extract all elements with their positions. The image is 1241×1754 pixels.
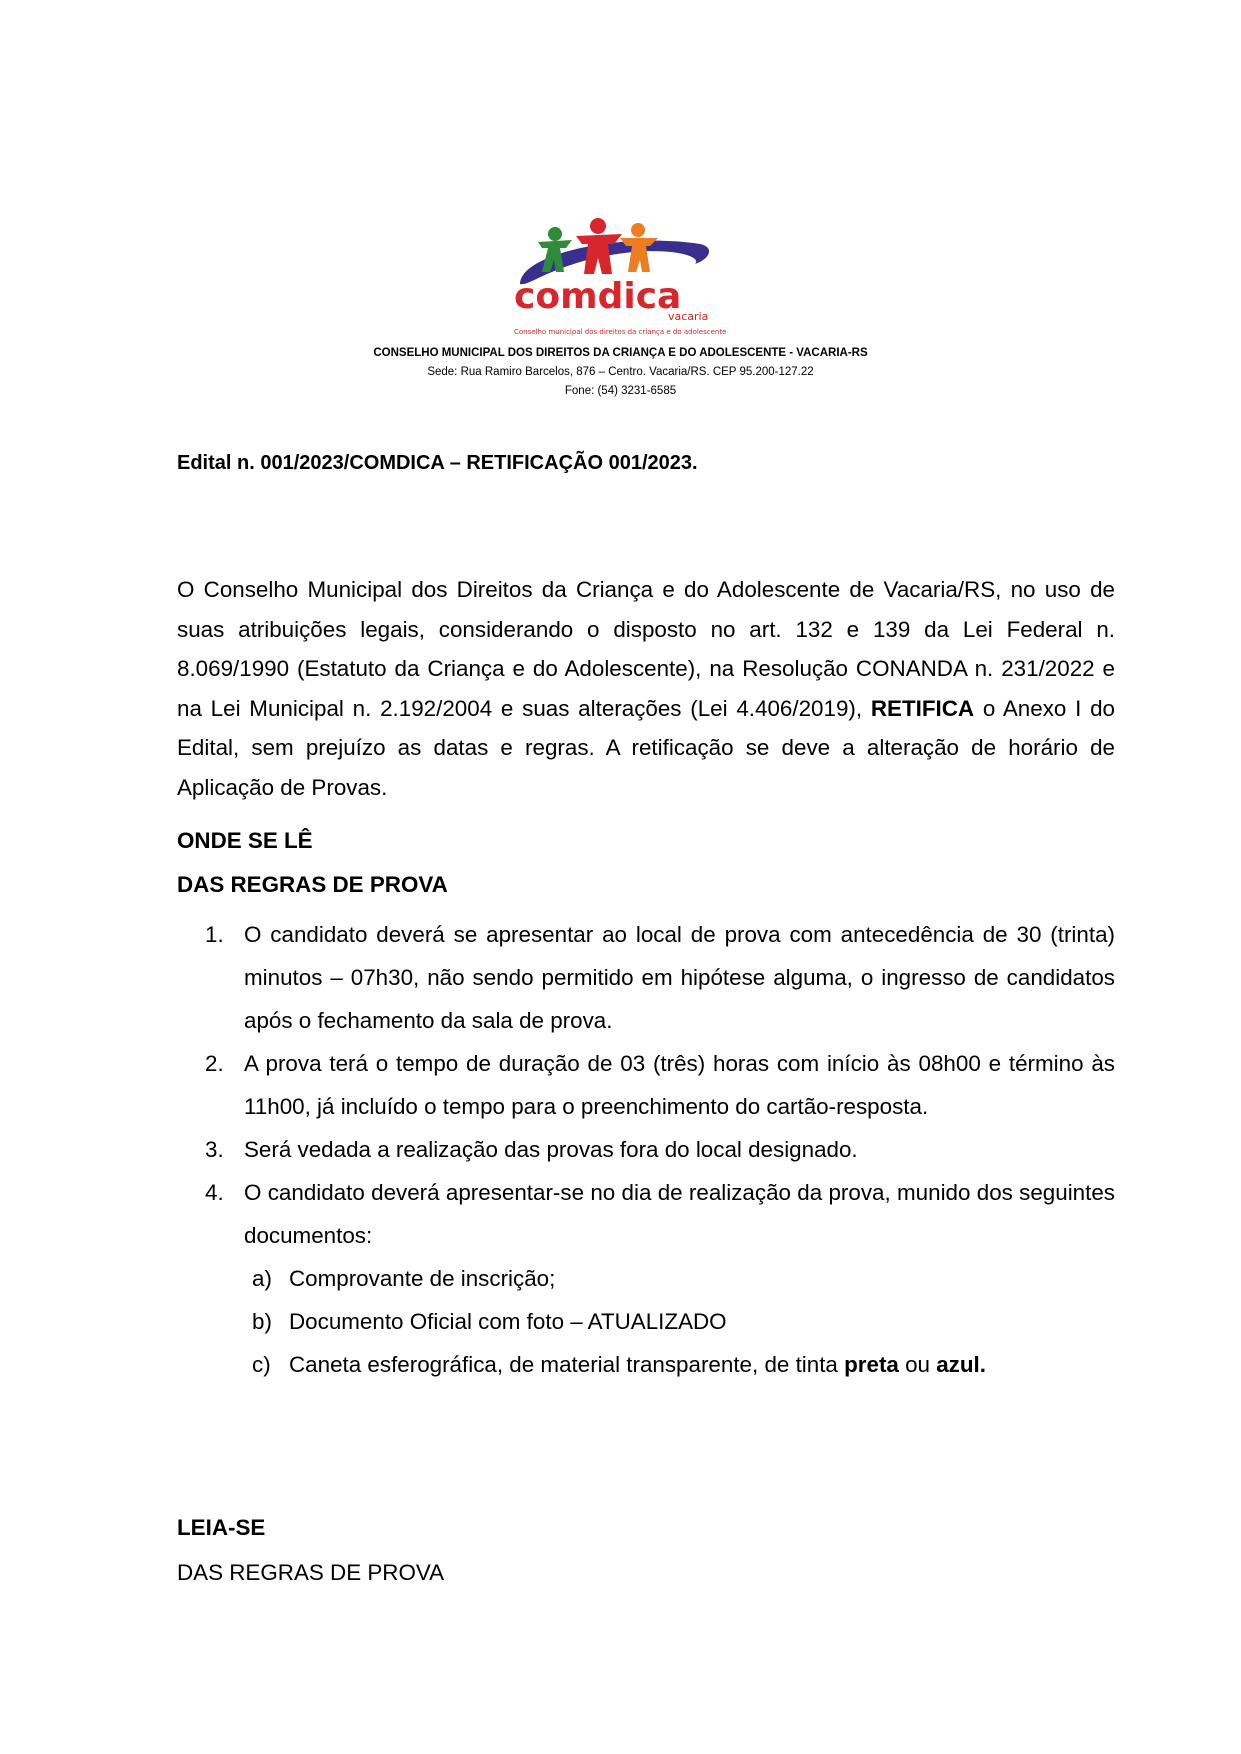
logo-subtext: vacaria xyxy=(668,310,709,323)
sublist-item-letter: c) xyxy=(252,1352,271,1377)
list-item-number: 4. xyxy=(205,1180,224,1205)
section-heading-regras-2: DAS REGRAS DE PROVA xyxy=(177,1560,445,1585)
intro-text-1: O Conselho Municipal dos Direitos da Criança e do Adolescente de Vacaria/RS, no uso de suas atribuições legais, considerando o disposto no art. 132 e 139 da Lei Federal n. 8.069/1990 (Estatuto da Criança e do Adolescente), na Resolução CONANDA n. 231/2022 e na Lei Municipal n. 2.192/2004 e suas alterações (Lei 4.406/2019), xyxy=(177,577,1115,721)
list-item-text: A prova terá o tempo de duração de 03 (três) horas com início às 08h00 e término às 11h00, já incluído o tempo para o preenchimento do cartão-resposta. xyxy=(244,1051,1115,1119)
bold-preta: preta xyxy=(844,1352,899,1377)
list-item xyxy=(177,1171,1115,1386)
list-item xyxy=(177,1042,1115,1128)
list-item-text: Será vedada a realização das provas fora do local designado. xyxy=(244,1137,858,1162)
letterhead xyxy=(0,344,1241,401)
list-item-number: 3. xyxy=(205,1137,224,1162)
list-item-text: O candidato deverá se apresentar ao local de prova com antecedência de 30 (trinta) minutos – 07h30, não sendo permitido em hipótese alguma, o ingresso de candidatos após o fechamento da sala de prova. xyxy=(244,922,1115,1033)
documents-sublist xyxy=(244,1257,1115,1386)
list-item-number: 1. xyxy=(205,922,224,947)
sublist-item-text: Comprovante de inscrição; xyxy=(289,1266,556,1291)
list-item-number: 2. xyxy=(205,1051,224,1076)
logo-wordmark: comdica xyxy=(514,276,682,317)
section-heading-regras: DAS REGRAS DE PROVA xyxy=(177,872,448,897)
list-item-text: O candidato deverá apresentar-se no dia de realização da prova, munido dos seguintes documentos: xyxy=(244,1180,1115,1248)
section-heading-leia: LEIA-SE xyxy=(177,1515,266,1540)
rules-list xyxy=(177,913,1115,1386)
comdica-logo xyxy=(500,214,730,338)
org-address: Sede: Rua Ramiro Barcelos, 876 – Centro. Vacaria/RS. CEP 95.200-127.22 xyxy=(427,366,814,378)
sublist-item-text: Caneta esferográfica, de material transparente, de tinta xyxy=(289,1352,845,1377)
sublist-item-text: Documento Oficial com foto – ATUALIZADO xyxy=(289,1309,727,1334)
sublist-item-letter: a) xyxy=(252,1266,272,1291)
org-phone: Fone: (54) 3231-6585 xyxy=(564,385,677,397)
intro-bold: RETIFICA xyxy=(870,695,975,721)
list-item xyxy=(177,913,1115,1042)
section-heading-onde: ONDE SE LÊ xyxy=(177,828,313,853)
document-title: Edital n. 001/2023/COMDICA – RETIFICAÇÃO 001/2023. xyxy=(177,452,698,474)
intro-paragraph xyxy=(177,570,1115,807)
sublist-item xyxy=(244,1343,1115,1386)
sublist-item-letter: b) xyxy=(252,1309,272,1334)
sublist-item xyxy=(244,1257,1115,1300)
bold-azul: azul. xyxy=(936,1352,987,1377)
intro-text-2: o Anexo I do Edital, sem prejuízo as datas e regras. A retificação se deve a alteração de horário de Aplicação de Provas. xyxy=(177,695,1115,800)
sublist-item-mid: ou xyxy=(898,1352,937,1377)
logo-tagline: Conselho municipal dos direitos da criança e do adolescente xyxy=(514,328,727,336)
comdica-logo-graphic xyxy=(500,214,730,338)
sublist-item xyxy=(244,1300,1115,1343)
list-item xyxy=(177,1128,1115,1171)
org-name: CONSELHO MUNICIPAL DOS DIREITOS DA CRIANÇA E DO ADOLESCENTE - VACARIA-RS xyxy=(373,347,868,359)
